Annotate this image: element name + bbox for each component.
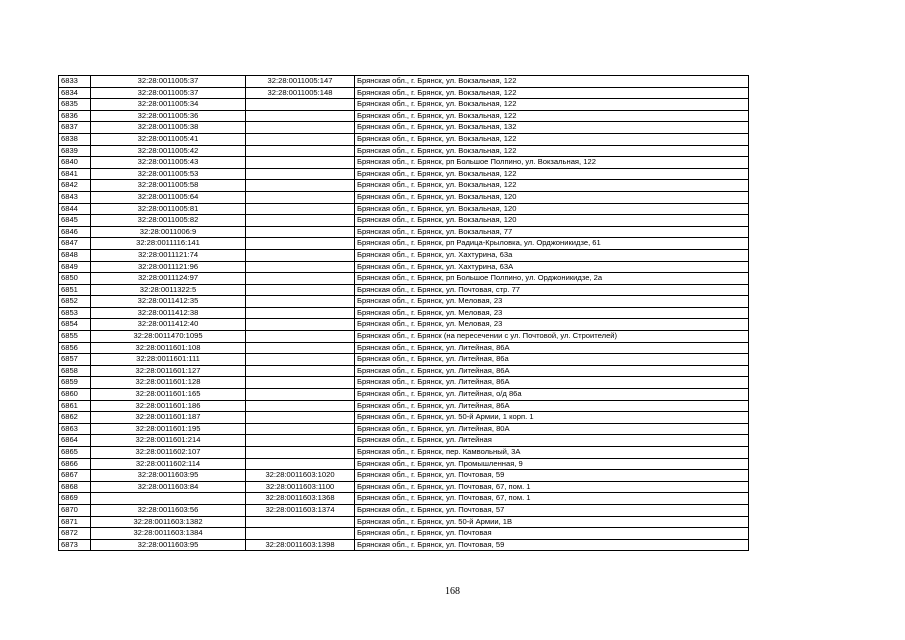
cadastral-number-cell: 32:28:0011116:141 bbox=[91, 238, 246, 250]
cadastral-number-cell: 32:28:0011412:38 bbox=[91, 307, 246, 319]
cadastral-number-cell: 32:28:0011005:58 bbox=[91, 180, 246, 192]
address-cell: Брянская обл., г. Брянск, ул. Хахтурина, 63а bbox=[355, 249, 749, 261]
address-cell: Брянская обл., г. Брянск, ул. Почтовая, 67, пом. 1 bbox=[355, 493, 749, 505]
sub-cadastral-number-cell: 32:28:0011603:1368 bbox=[246, 493, 355, 505]
table-row bbox=[59, 180, 749, 192]
table-row bbox=[59, 331, 749, 343]
sub-cadastral-number-cell: 32:28:0011603:1398 bbox=[246, 539, 355, 551]
sub-cadastral-number-cell bbox=[246, 122, 355, 134]
table-row bbox=[59, 481, 749, 493]
address-cell: Брянская обл., г. Брянск, ул. Вокзальная, 122 bbox=[355, 145, 749, 157]
row-number-cell: 6855 bbox=[59, 331, 91, 343]
table-row bbox=[59, 215, 749, 227]
row-number-cell: 6839 bbox=[59, 145, 91, 157]
cadastral-number-cell: 32:28:0011601:111 bbox=[91, 354, 246, 366]
table-row bbox=[59, 470, 749, 482]
address-cell: Брянская обл., г. Брянск, ул. 50-й Армии, 1 корп. 1 bbox=[355, 412, 749, 424]
cadastral-number-cell: 32:28:0011005:37 bbox=[91, 76, 246, 88]
row-number-cell: 6841 bbox=[59, 168, 91, 180]
cadastral-number-cell: 32:28:0011005:42 bbox=[91, 145, 246, 157]
sub-cadastral-number-cell bbox=[246, 435, 355, 447]
row-number-cell: 6853 bbox=[59, 307, 91, 319]
table-row bbox=[59, 516, 749, 528]
table-row bbox=[59, 365, 749, 377]
table-row bbox=[59, 133, 749, 145]
row-number-cell: 6867 bbox=[59, 470, 91, 482]
table-row bbox=[59, 122, 749, 134]
table-row bbox=[59, 377, 749, 389]
row-number-cell: 6854 bbox=[59, 319, 91, 331]
address-cell: Брянская обл., г. Брянск, ул. Вокзальная, 122 bbox=[355, 133, 749, 145]
sub-cadastral-number-cell bbox=[246, 191, 355, 203]
page-number: 168 bbox=[445, 586, 460, 597]
address-cell: Брянская обл., г. Брянск, рп Радица-Крыловка, ул. Орджоникидзе, 61 bbox=[355, 238, 749, 250]
cadastral-number-cell: 32:28:0011601:195 bbox=[91, 423, 246, 435]
sub-cadastral-number-cell bbox=[246, 516, 355, 528]
address-cell: Брянская обл., г. Брянск, ул. Литейная, 86А bbox=[355, 342, 749, 354]
row-number-cell: 6845 bbox=[59, 215, 91, 227]
sub-cadastral-number-cell bbox=[246, 168, 355, 180]
table-row bbox=[59, 447, 749, 459]
row-number-cell: 6866 bbox=[59, 458, 91, 470]
table-row bbox=[59, 203, 749, 215]
cadastral-number-cell: 32:28:0011601:187 bbox=[91, 412, 246, 424]
table-row bbox=[59, 400, 749, 412]
address-cell: Брянская обл., г. Брянск, ул. Промышленная, 9 bbox=[355, 458, 749, 470]
address-cell: Брянская обл., г. Брянск, ул. Вокзальная, 122 bbox=[355, 168, 749, 180]
address-cell: Брянская обл., г. Брянск, ул. Почтовая, 59 bbox=[355, 470, 749, 482]
cadastral-number-cell: 32:28:0011322:5 bbox=[91, 284, 246, 296]
cadastral-number-cell: 32:28:0011005:41 bbox=[91, 133, 246, 145]
address-cell: Брянская обл., г. Брянск, ул. Вокзальная, 120 bbox=[355, 215, 749, 227]
sub-cadastral-number-cell bbox=[246, 110, 355, 122]
sub-cadastral-number-cell bbox=[246, 389, 355, 401]
row-number-cell: 6844 bbox=[59, 203, 91, 215]
table-row bbox=[59, 296, 749, 308]
row-number-cell: 6868 bbox=[59, 481, 91, 493]
table-row bbox=[59, 238, 749, 250]
cadastral-number-cell: 32:28:0011603:1384 bbox=[91, 528, 246, 540]
address-cell: Брянская обл., г. Брянск (на пересечении с ул. Почтовой, ул. Строителей) bbox=[355, 331, 749, 343]
sub-cadastral-number-cell bbox=[246, 238, 355, 250]
row-number-cell: 6834 bbox=[59, 87, 91, 99]
address-cell: Брянская обл., г. Брянск, ул. Почтовая, 57 bbox=[355, 504, 749, 516]
cadastral-number-cell: 32:28:0011601:108 bbox=[91, 342, 246, 354]
cadastral-number-cell: 32:28:0011601:186 bbox=[91, 400, 246, 412]
sub-cadastral-number-cell bbox=[246, 377, 355, 389]
table-row bbox=[59, 76, 749, 88]
sub-cadastral-number-cell bbox=[246, 203, 355, 215]
table-row bbox=[59, 191, 749, 203]
address-cell: Брянская обл., г. Брянск, рп Большое Полпино, ул. Вокзальная, 122 bbox=[355, 157, 749, 169]
cadastral-number-cell: 32:28:0011602:107 bbox=[91, 447, 246, 459]
row-number-cell: 6856 bbox=[59, 342, 91, 354]
address-cell: Брянская обл., г. Брянск, ул. Вокзальная, 122 bbox=[355, 110, 749, 122]
row-number-cell: 6861 bbox=[59, 400, 91, 412]
table-row bbox=[59, 226, 749, 238]
address-cell: Брянская обл., г. Брянск, ул. Литейная bbox=[355, 435, 749, 447]
row-number-cell: 6857 bbox=[59, 354, 91, 366]
address-cell: Брянская обл., г. Брянск, ул. Вокзальная, 77 bbox=[355, 226, 749, 238]
row-number-cell: 6835 bbox=[59, 99, 91, 111]
row-number-cell: 6849 bbox=[59, 261, 91, 273]
row-number-cell: 6833 bbox=[59, 76, 91, 88]
sub-cadastral-number-cell bbox=[246, 180, 355, 192]
row-number-cell: 6840 bbox=[59, 157, 91, 169]
row-number-cell: 6860 bbox=[59, 389, 91, 401]
row-number-cell: 6858 bbox=[59, 365, 91, 377]
cadastral-number-cell: 32:28:0011005:34 bbox=[91, 99, 246, 111]
cadastral-number-cell: 32:28:0011603:56 bbox=[91, 504, 246, 516]
sub-cadastral-number-cell bbox=[246, 412, 355, 424]
registry-table bbox=[58, 75, 749, 551]
registry-table-body bbox=[59, 76, 749, 551]
sub-cadastral-number-cell bbox=[246, 99, 355, 111]
address-cell: Брянская обл., г. Брянск, ул. Меловая, 23 bbox=[355, 307, 749, 319]
cadastral-number-cell: 32:28:0011005:82 bbox=[91, 215, 246, 227]
sub-cadastral-number-cell bbox=[246, 296, 355, 308]
row-number-cell: 6852 bbox=[59, 296, 91, 308]
table-row bbox=[59, 99, 749, 111]
table-row bbox=[59, 145, 749, 157]
cadastral-number-cell: 32:28:0011005:36 bbox=[91, 110, 246, 122]
cadastral-number-cell: 32:28:0011005:38 bbox=[91, 122, 246, 134]
table-row bbox=[59, 284, 749, 296]
cadastral-number-cell: 32:28:0011470:1095 bbox=[91, 331, 246, 343]
row-number-cell: 6869 bbox=[59, 493, 91, 505]
address-cell: Брянская обл., г. Брянск, ул. Почтовая, 59 bbox=[355, 539, 749, 551]
cadastral-number-cell: 32:28:0011602:114 bbox=[91, 458, 246, 470]
table-row bbox=[59, 261, 749, 273]
cadastral-number-cell: 32:28:0011601:165 bbox=[91, 389, 246, 401]
table-row bbox=[59, 249, 749, 261]
sub-cadastral-number-cell bbox=[246, 273, 355, 285]
table-row bbox=[59, 493, 749, 505]
sub-cadastral-number-cell bbox=[246, 319, 355, 331]
row-number-cell: 6848 bbox=[59, 249, 91, 261]
cadastral-number-cell: 32:28:0011603:95 bbox=[91, 470, 246, 482]
cadastral-number-cell: 32:28:0011124:97 bbox=[91, 273, 246, 285]
address-cell: Брянская обл., г. Брянск, ул. Литейная, 86А bbox=[355, 400, 749, 412]
address-cell: Брянская обл., г. Брянск, ул. Почтовая, стр. 77 bbox=[355, 284, 749, 296]
row-number-cell: 6864 bbox=[59, 435, 91, 447]
sub-cadastral-number-cell bbox=[246, 342, 355, 354]
sub-cadastral-number-cell bbox=[246, 423, 355, 435]
table-row bbox=[59, 87, 749, 99]
address-cell: Брянская обл., г. Брянск, ул. Вокзальная, 122 bbox=[355, 99, 749, 111]
row-number-cell: 6846 bbox=[59, 226, 91, 238]
table-row bbox=[59, 110, 749, 122]
sub-cadastral-number-cell bbox=[246, 226, 355, 238]
address-cell: Брянская обл., г. Брянск, пер. Камвольный, 3А bbox=[355, 447, 749, 459]
sub-cadastral-number-cell bbox=[246, 157, 355, 169]
address-cell: Брянская обл., г. Брянск, ул. Литейная, о/д 86а bbox=[355, 389, 749, 401]
sub-cadastral-number-cell bbox=[246, 133, 355, 145]
address-cell: Брянская обл., г. Брянск, ул. Меловая, 23 bbox=[355, 296, 749, 308]
row-number-cell: 6836 bbox=[59, 110, 91, 122]
cadastral-number-cell: 32:28:0011601:128 bbox=[91, 377, 246, 389]
address-cell: Брянская обл., г. Брянск, ул. Почтовая, 67, пом. 1 bbox=[355, 481, 749, 493]
row-number-cell: 6863 bbox=[59, 423, 91, 435]
cadastral-number-cell: 32:28:0011603:1382 bbox=[91, 516, 246, 528]
table-row bbox=[59, 423, 749, 435]
row-number-cell: 6865 bbox=[59, 447, 91, 459]
cadastral-number-cell: 32:28:0011121:74 bbox=[91, 249, 246, 261]
cadastral-number-cell: 32:28:0011412:35 bbox=[91, 296, 246, 308]
sub-cadastral-number-cell bbox=[246, 400, 355, 412]
table-row bbox=[59, 435, 749, 447]
row-number-cell: 6872 bbox=[59, 528, 91, 540]
table-row bbox=[59, 458, 749, 470]
sub-cadastral-number-cell bbox=[246, 261, 355, 273]
row-number-cell: 6842 bbox=[59, 180, 91, 192]
sub-cadastral-number-cell bbox=[246, 215, 355, 227]
address-cell: Брянская обл., г. Брянск, ул. 50-й Армии, 1В bbox=[355, 516, 749, 528]
table-row bbox=[59, 307, 749, 319]
table-row bbox=[59, 528, 749, 540]
sub-cadastral-number-cell bbox=[246, 458, 355, 470]
row-number-cell: 6871 bbox=[59, 516, 91, 528]
address-cell: Брянская обл., г. Брянск, рп Большое Полпино, ул. Орджоникидзе, 2а bbox=[355, 273, 749, 285]
address-cell: Брянская обл., г. Брянск, ул. Вокзальная, 122 bbox=[355, 76, 749, 88]
address-cell: Брянская обл., г. Брянск, ул. Литейная, 86А bbox=[355, 365, 749, 377]
sub-cadastral-number-cell: 32:28:0011005:148 bbox=[246, 87, 355, 99]
table-row bbox=[59, 168, 749, 180]
cadastral-number-cell: 32:28:0011601:214 bbox=[91, 435, 246, 447]
table-row bbox=[59, 319, 749, 331]
sub-cadastral-number-cell: 32:28:0011603:1100 bbox=[246, 481, 355, 493]
table-row bbox=[59, 354, 749, 366]
sub-cadastral-number-cell bbox=[246, 145, 355, 157]
cadastral-number-cell: 32:28:0011005:81 bbox=[91, 203, 246, 215]
address-cell: Брянская обл., г. Брянск, ул. Почтовая bbox=[355, 528, 749, 540]
row-number-cell: 6850 bbox=[59, 273, 91, 285]
address-cell: Брянская обл., г. Брянск, ул. Вокзальная, 122 bbox=[355, 180, 749, 192]
address-cell: Брянская обл., г. Брянск, ул. Вокзальная, 120 bbox=[355, 191, 749, 203]
row-number-cell: 6838 bbox=[59, 133, 91, 145]
table-row bbox=[59, 389, 749, 401]
cadastral-number-cell: 32:28:0011005:37 bbox=[91, 87, 246, 99]
table-row bbox=[59, 157, 749, 169]
sub-cadastral-number-cell bbox=[246, 331, 355, 343]
sub-cadastral-number-cell bbox=[246, 249, 355, 261]
address-cell: Брянская обл., г. Брянск, ул. Литейная, 86а bbox=[355, 354, 749, 366]
cadastral-number-cell: 32:28:0011603:84 bbox=[91, 481, 246, 493]
row-number-cell: 6873 bbox=[59, 539, 91, 551]
table-row bbox=[59, 539, 749, 551]
sub-cadastral-number-cell bbox=[246, 284, 355, 296]
cadastral-number-cell: 32:28:0011005:64 bbox=[91, 191, 246, 203]
address-cell: Брянская обл., г. Брянск, ул. Вокзальная, 132 bbox=[355, 122, 749, 134]
cadastral-number-cell: 32:28:0011005:53 bbox=[91, 168, 246, 180]
sub-cadastral-number-cell: 32:28:0011603:1374 bbox=[246, 504, 355, 516]
cadastral-number-cell: 32:28:0011005:43 bbox=[91, 157, 246, 169]
address-cell: Брянская обл., г. Брянск, ул. Вокзальная, 122 bbox=[355, 87, 749, 99]
row-number-cell: 6862 bbox=[59, 412, 91, 424]
cadastral-number-cell: 32:28:0011412:40 bbox=[91, 319, 246, 331]
sub-cadastral-number-cell bbox=[246, 447, 355, 459]
sub-cadastral-number-cell: 32:28:0011603:1020 bbox=[246, 470, 355, 482]
table-row bbox=[59, 273, 749, 285]
address-cell: Брянская обл., г. Брянск, ул. Меловая, 23 bbox=[355, 319, 749, 331]
row-number-cell: 6870 bbox=[59, 504, 91, 516]
sub-cadastral-number-cell bbox=[246, 307, 355, 319]
cadastral-number-cell: 32:28:0011603:95 bbox=[91, 539, 246, 551]
row-number-cell: 6847 bbox=[59, 238, 91, 250]
sub-cadastral-number-cell: 32:28:0011005:147 bbox=[246, 76, 355, 88]
cadastral-number-cell: 32:28:0011601:127 bbox=[91, 365, 246, 377]
row-number-cell: 6843 bbox=[59, 191, 91, 203]
row-number-cell: 6837 bbox=[59, 122, 91, 134]
sub-cadastral-number-cell bbox=[246, 354, 355, 366]
address-cell: Брянская обл., г. Брянск, ул. Литейная, 80А bbox=[355, 423, 749, 435]
address-cell: Брянская обл., г. Брянск, ул. Вокзальная, 120 bbox=[355, 203, 749, 215]
row-number-cell: 6851 bbox=[59, 284, 91, 296]
row-number-cell: 6859 bbox=[59, 377, 91, 389]
cadastral-number-cell bbox=[91, 493, 246, 505]
address-cell: Брянская обл., г. Брянск, ул. Литейная, 86А bbox=[355, 377, 749, 389]
sub-cadastral-number-cell bbox=[246, 365, 355, 377]
sub-cadastral-number-cell bbox=[246, 528, 355, 540]
cadastral-number-cell: 32:28:0011006:9 bbox=[91, 226, 246, 238]
table-row bbox=[59, 342, 749, 354]
address-cell: Брянская обл., г. Брянск, ул. Хахтурина, 63А bbox=[355, 261, 749, 273]
table-row bbox=[59, 504, 749, 516]
cadastral-number-cell: 32:28:0011121:96 bbox=[91, 261, 246, 273]
table-row bbox=[59, 412, 749, 424]
